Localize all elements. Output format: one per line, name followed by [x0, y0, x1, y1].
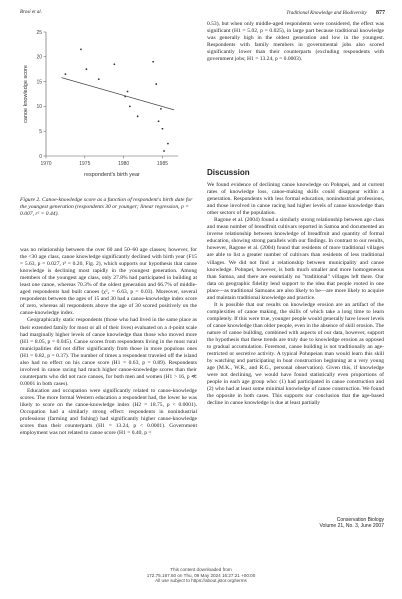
- x-axis-label: respondent's birth year: [84, 172, 140, 178]
- regression-line: [62, 78, 175, 110]
- section-heading-discussion: Discussion: [207, 168, 250, 177]
- data-point: [98, 78, 100, 80]
- download-notice: [0, 567, 402, 584]
- chart-points: [62, 48, 175, 151]
- data-point: [85, 68, 87, 70]
- download-line-2: 172.75.167.50 on Thu, 09 May 2024 16:27:21 +00:00: [146, 572, 256, 578]
- x-tick-label: 1970: [40, 161, 52, 167]
- download-line-3: All use subject to https://about.jstor.org/terms: [155, 578, 247, 584]
- x-tick-label: 1975: [79, 161, 91, 167]
- chart-ticks: [36, 30, 168, 167]
- right-column-top: [207, 21, 384, 63]
- left-paragraph-3: Education and occupation were significantly related to canoe-knowledge scores. The more formal Western education a respondent had, the lower he was likely to score on the canoe-knowledge index (H2 = 18.75, p < 0.0001). Occupation had a similarly strong effect: respondents in nonindustrial professions (farming and fishing) had significantly higher canoe-knowledge scores than their counterparts (H1 = 13.24, p < 0.0001). Government employment was not related to canoe score (H1 = 0.40, p =: [20, 387, 197, 437]
- y-tick-label: 25: [36, 29, 42, 36]
- data-point: [162, 128, 164, 130]
- data-point: [129, 106, 131, 108]
- running-header: [20, 10, 385, 20]
- data-point: [155, 83, 157, 85]
- journal-volume: Volume 21, No. 3, June 2007: [319, 523, 384, 529]
- left-paragraph-1: was no relationship between the over 60 and 50–60 age classes; however, for the <30 age class, canoe knowledge significantly declined with birth year (F15 = 5.63, p = 0.027, r² = 0.20, Fig. 2), which supports our hypothesis that canoe knowledge is declining most rapidly in the youngest generation. Among members of the youngest age class, only 27.8% had participated in building at least one canoe, whereas 70.3% of the oldest generation and 66.7% of middle-aged respondents had built canoes (χ²₂ = 6.63, p = 0.03). Moreover, several respondents between the ages of 15 and 30 had a canoe-knowledge index score of zero, whereas all respondents above the age of 30 scored positively on the canoe-knowledge index.: [20, 247, 197, 317]
- data-point: [80, 48, 82, 50]
- data-point: [160, 108, 162, 110]
- figure-caption-text: Canoe-knowledge score as a function of respondent's birth date for the youngest generation (respondents 30 or younger; linear regression, p = 0.007, r² = 0.44).: [20, 197, 193, 217]
- journal-name: Conservation Biology: [336, 517, 384, 523]
- y-tick-label: 10: [36, 104, 42, 111]
- header-title: Traditional Knowledge and Biodiversity: [286, 11, 367, 16]
- y-tick-label: 5: [39, 129, 42, 135]
- discussion-paragraph-1: We found evidence of declining canoe knowledge on Pohnpei, and at current rates of knowledge loss, canoe-making skills could disappear within a generation. Respondents with less formal education, nonindustrial professions, and those involved in canoe racing had higher levels of canoe knowledge than other sectors of the population.: [207, 182, 384, 217]
- data-point: [127, 91, 129, 93]
- figure-label: Figure 2.: [20, 197, 41, 203]
- header-right: [286, 10, 385, 16]
- data-point: [167, 143, 169, 145]
- data-point: [163, 150, 165, 152]
- data-point: [65, 73, 67, 75]
- left-paragraph-2: Geographically static respondents (those who had lived in the same place as their extended family for most or all of their lives) evaluated on a 4-point scale had marginally higher levels of canoe knowledge than those who moved more (H1 = 8.05, p = 0.045). Canoe scores from respondents living in the most rural municipalities did not differ significantly from those in more populous ones (H1 = 0.82, p = 0.37). The number of times a respondent traveled off the island also had no effect on his canoe score (H1 = 0.63, p = 0.89). Respondents involved in canoe racing had much higher canoe-knowledge scores than their counterparts who did not race canoes, for both men and women (H1 > 16, p ≪ 0.0001 in both cases).: [20, 317, 197, 387]
- data-point: [113, 63, 115, 65]
- left-column: [20, 247, 197, 437]
- figure-caption: [20, 197, 197, 218]
- chart-axes: [46, 32, 178, 156]
- data-point: [152, 61, 154, 63]
- journal-footer: [320, 517, 385, 529]
- y-tick-label: 15: [36, 79, 42, 86]
- download-line-1: This content downloaded from: [170, 567, 232, 572]
- right-paragraph-top: 0.53), but when only middle-aged respondents were considered, the effect was significant (H1 = 5.02, p = 0.025), in large part because traditional knowledge was generally high in the oldest generation and low in the youngest. Respondents with family members in governmental jobs also scored significantly lower than their counterparts (excluding respondents with government jobs; H1 = 13.24, p = 0.0003).: [207, 21, 384, 63]
- page-number: 877: [376, 10, 385, 16]
- x-tick-label: 1985: [156, 161, 169, 167]
- y-tick-label: 20: [36, 54, 42, 61]
- y-tick-label: 0: [39, 153, 42, 160]
- x-tick-label: 1980: [118, 161, 130, 167]
- data-point: [158, 120, 160, 122]
- right-column-discussion: [207, 182, 384, 408]
- discussion-paragraph-3: It is possible that our results on knowledge erosion are an artifact of the complexities of canoe making, the skills of which take a long time to learn completely. If this were true, younger people would generally have lower levels of canoe knowledge than older people, even in the absence of skill erosion. The nature of canoe building, combined with aspects of our data, however, support the hypothesis that these trends are truly due to knowledge erosion as opposed to gradual accumulation. Foremost, canoe building is not traditionally an age-restricted or secretive activity. A typical Pohnpeian man would learn this skill by watching and participating in boat construction beginning at a very young age (M.K., W.R., and R.G., personal observation). Given this, if knowledge were not declining, we would have found statistically even proportions of people in each age group who: (1) had participated in canoe construction and (2) who had at least some minimal knowledge of canoe construction. We found the opposite in both cases. This supports our conclusion that the age-based decline in canoe knowledge is due at least partially: [207, 301, 384, 407]
- y-axis-label: canoe knowledge score: [23, 65, 29, 123]
- discussion-paragraph-2: Ragone et al. (2004) found a similarly strong relationship between age class and mean number of breadfruit cultivars reported in Samoa and documented an inverse relationship between knowledge of breadfruit and quantity of formal education, showing strong parallels with our findings. In contrast to our results, however, Ragone et al. (2004) found that residents of more traditional villages are able to list a greater number of cultivars than residents of less traditional villages. We did not find a relationship between municipality and canoe knowledge. Pohnpei, however, is both much smaller and more homogeneous than Samoa, and there are essentially no "traditional" villages left there. Our data on geographic fidelity lend support to the idea that people rooted in one place—as traditional Samoans are also likely to be—are more likely to acquire and maintain traditional knowledge and practice.: [207, 217, 384, 301]
- scatter-chart: [18, 24, 198, 192]
- header-authors: Brosi et al.: [20, 10, 42, 15]
- data-point: [137, 115, 139, 117]
